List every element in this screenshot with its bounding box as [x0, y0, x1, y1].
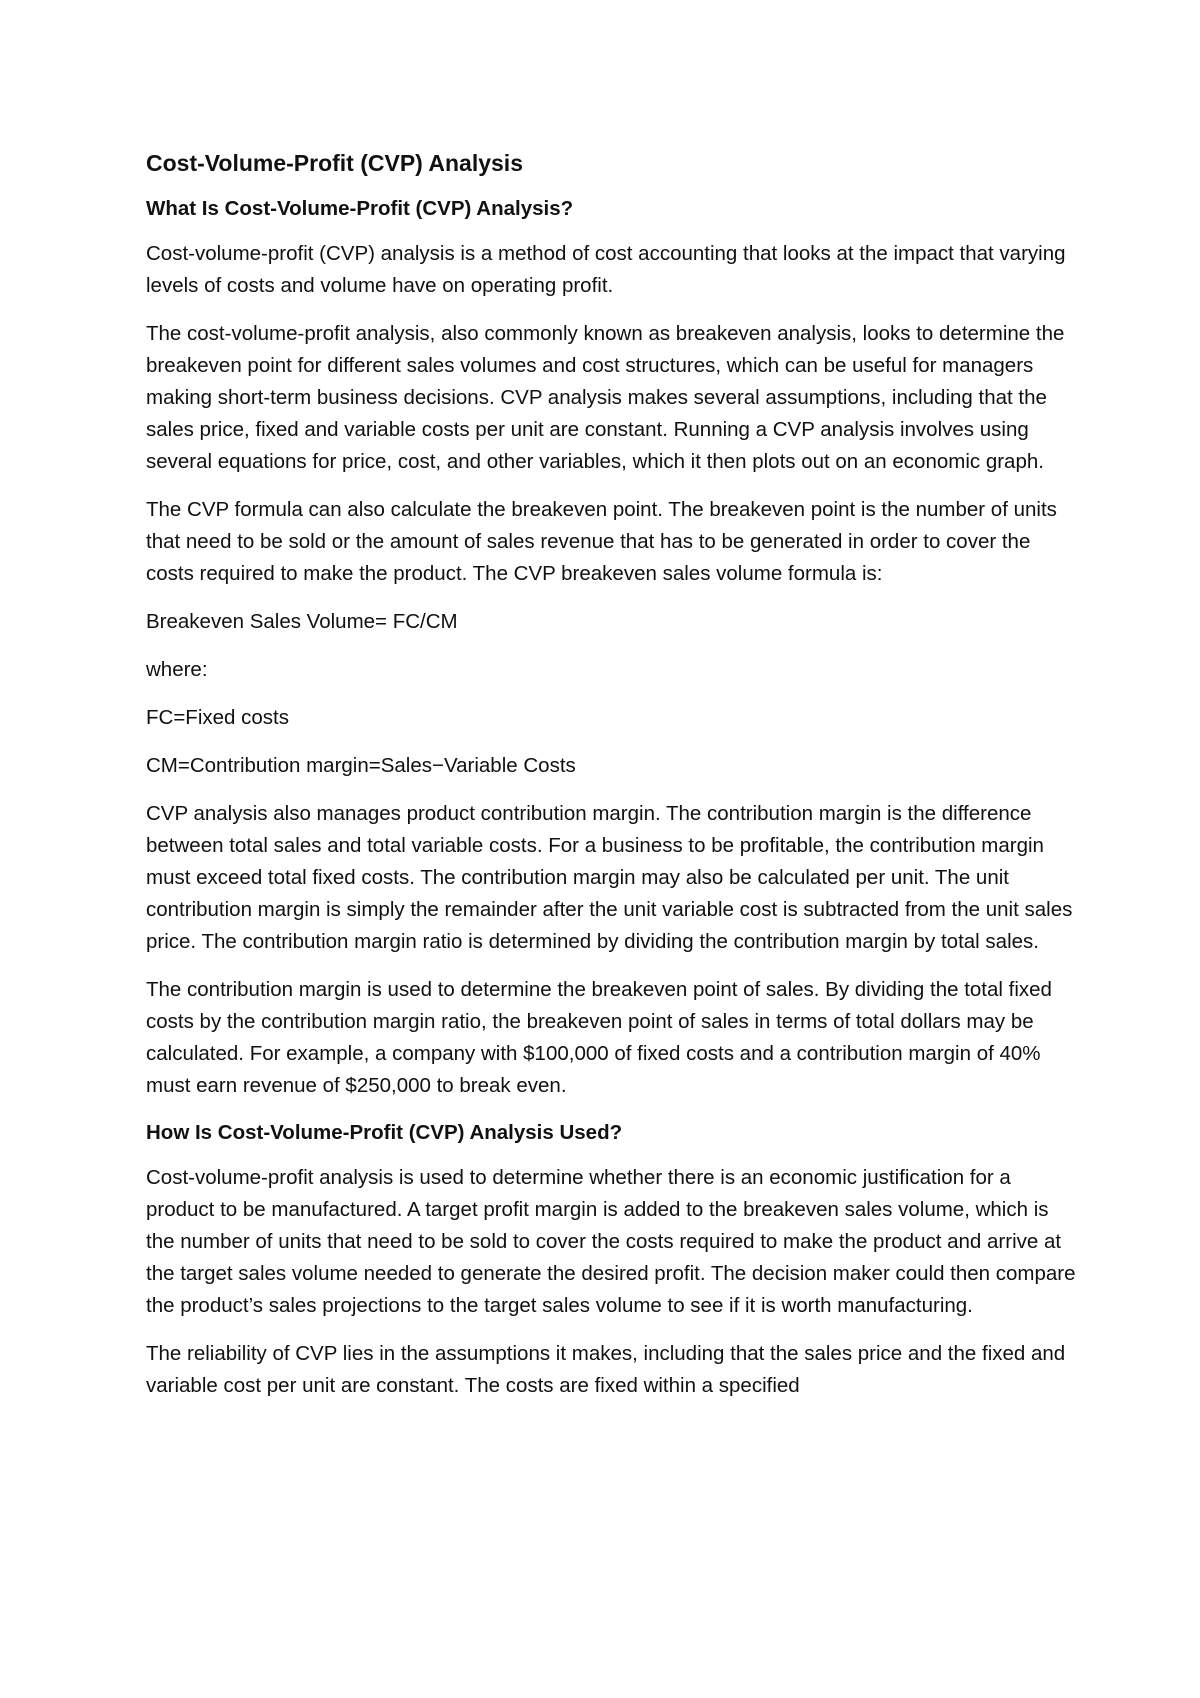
paragraph-definition: Cost-volume-profit (CVP) analysis is a method of cost accounting that looks at the impact that varying levels of costs and volume have on operating profit.: [146, 242, 1066, 297]
paragraph-contribution-margin: CVP analysis also manages product contribution margin. The contribution margin is the difference between total sales and total variable costs. For a business to be profitable, the contribution margin must exceed total fixed costs. The contribution margin may also be calculated per unit. The unit contribution margin is simply the remainder after the unit variable cost is subtracted from the unit sales price. The contribution margin ratio is determined by dividing the contribution margin by total sales.: [146, 802, 1073, 953]
paragraph-breakeven-analysis: The cost-volume-profit analysis, also commonly known as breakeven analysis, looks to determine the breakeven point for different sales volumes and cost structures, which can be useful for managers making short-term business decisions. CVP analysis makes several assumptions, including that the sales price, fixed and variable costs per unit are constant. Running a CVP analysis involves using several equations for price, cost, and other variables, which it then plots out on an economic graph.: [146, 322, 1065, 473]
formula-cm: CM=Contribution margin=Sales−Variable Costs: [146, 754, 576, 777]
paragraph-usage: Cost-volume-profit analysis is used to determine whether there is an economic justification for a product to be manufactured. A target profit margin is added to the breakeven sales volume, which is the number of units that need to be sold to cover the costs required to make the product and arrive at the target sales volume needed to generate the desired profit. The decision maker could then compare the product’s sales projections to the target sales volume to see if it is worth manufacturing.: [146, 1166, 1076, 1317]
document-title: Cost-Volume-Profit (CVP) Analysis: [146, 150, 523, 176]
paragraph-cvp-formula: The CVP formula can also calculate the breakeven point. The breakeven point is the number of units that need to be sold or the amount of sales revenue that has to be generated in order to cover the costs required to make the product. The CVP breakeven sales volume formula is:: [146, 498, 1057, 585]
section-heading-what-is: What Is Cost-Volume-Profit (CVP) Analysis?: [146, 197, 574, 220]
paragraph-reliability: The reliability of CVP lies in the assumptions it makes, including that the sales price and the fixed and variable cost per unit are constant. The costs are fixed within a specified: [146, 1342, 1066, 1397]
paragraph-breakeven-sales: The contribution margin is used to determine the breakeven point of sales. By dividing the total fixed costs by the contribution margin ratio, the breakeven point of sales in terms of total dollars may be calculated. For example, a company with $100,000 of fixed costs and a contribution margin of 40% must earn revenue of $250,000 to break even.: [146, 978, 1052, 1097]
formula-fc: FC=Fixed costs: [146, 706, 289, 729]
formula-breakeven: Breakeven Sales Volume= FC/CM: [146, 610, 458, 633]
formula-where: where:: [146, 658, 208, 681]
document-page: [146, 146, 1076, 1418]
section-heading-how-used: How Is Cost-Volume-Profit (CVP) Analysis Used?: [146, 1121, 623, 1144]
